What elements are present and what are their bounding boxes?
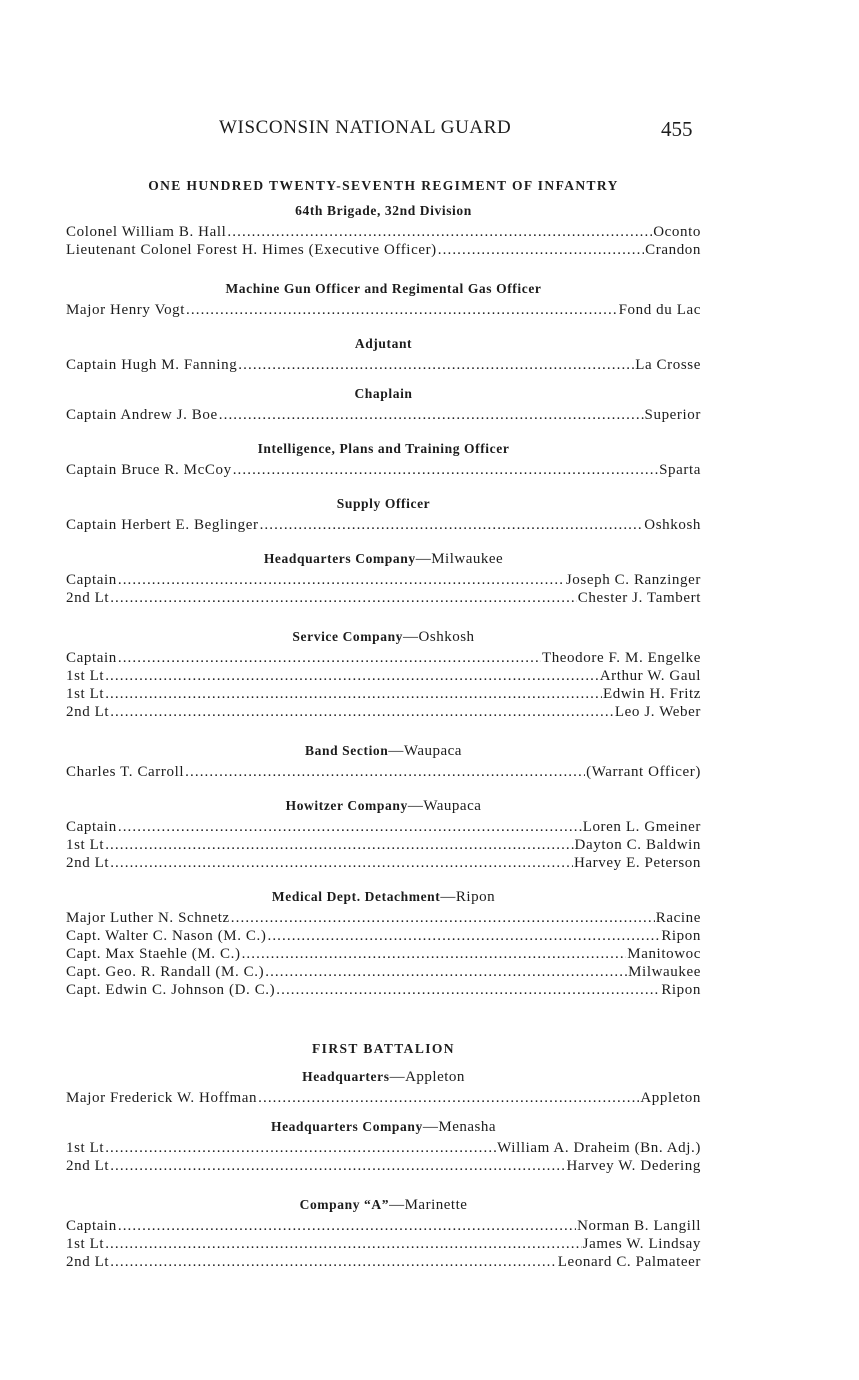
- entry-value: Dayton C. Baldwin: [574, 837, 701, 853]
- roster-content: [66, 178, 701, 1271]
- entry-name: 1st Lt: [66, 837, 105, 853]
- section-heading-title: Machine Gun Officer and Regimental Gas Officer: [225, 281, 542, 296]
- roster-section: [66, 798, 701, 872]
- entry-value: Ripon: [661, 982, 701, 998]
- section-heading-location: —Oshkosh: [403, 629, 475, 645]
- entry-value: Appleton: [640, 1090, 701, 1106]
- roster-entry: [66, 589, 701, 607]
- section-heading-title: Service Company: [292, 629, 404, 644]
- roster-entry: [66, 241, 701, 259]
- entry-name: Charles T. Carroll: [66, 764, 185, 780]
- running-title: WISCONSIN NATIONAL GUARD: [219, 117, 512, 138]
- entry-value: (Warrant Officer): [586, 764, 701, 780]
- entry-name: Lieutenant Colonel Forest H. Himes (Executive Officer): [66, 242, 437, 258]
- roster-entry: [66, 406, 701, 424]
- section-heading: [66, 203, 701, 219]
- dot-leader: [186, 301, 618, 319]
- section-heading: [66, 496, 701, 512]
- section-heading: [66, 629, 701, 645]
- dot-leader: [118, 818, 582, 836]
- section-heading: [66, 743, 701, 759]
- section-spacer: [66, 1107, 701, 1119]
- entry-name: Major Henry Vogt: [66, 302, 186, 318]
- entry-name: 1st Lt: [66, 686, 105, 702]
- entry-name: 1st Lt: [66, 1140, 105, 1156]
- roster-section: [66, 281, 701, 319]
- entry-value: Norman B. Langill: [577, 1218, 701, 1234]
- entry-name: 2nd Lt: [66, 1254, 110, 1270]
- section-heading-title: Adjutant: [354, 336, 413, 351]
- entry-value: La Crosse: [635, 357, 701, 373]
- section-heading: [66, 386, 701, 402]
- entry-name: 2nd Lt: [66, 704, 110, 720]
- section-heading: [66, 441, 701, 457]
- battalion-title: FIRST BATTALION: [312, 1041, 455, 1056]
- roster-section: [66, 1119, 701, 1175]
- roster-entry: [66, 927, 701, 945]
- dot-leader: [265, 963, 627, 981]
- entry-name: Captain: [66, 819, 117, 835]
- entry-value: Chester J. Tambert: [577, 590, 701, 606]
- entry-value: Leo J. Weber: [614, 704, 701, 720]
- roster-entry: [66, 1253, 701, 1271]
- entry-name: 1st Lt: [66, 668, 105, 684]
- page-number: 455: [661, 117, 693, 141]
- dot-leader: [238, 356, 634, 374]
- section-heading-title: Headquarters Company: [263, 551, 416, 566]
- section-heading-title: Headquarters Company: [270, 1119, 423, 1134]
- entry-name: Capt. Max Staehle (M. C.): [66, 946, 241, 962]
- section-heading-title: Medical Dept. Detachment: [271, 889, 441, 904]
- roster-entry: [66, 945, 701, 963]
- section-heading: [66, 889, 701, 905]
- roster-entry: [66, 223, 701, 241]
- roster-entry: [66, 301, 701, 319]
- roster-entry: [66, 571, 701, 589]
- section-heading-location: —Appleton: [389, 1069, 465, 1085]
- roster-entry: [66, 461, 701, 479]
- roster-section: [66, 1069, 701, 1107]
- roster-section: [66, 889, 701, 999]
- section-heading-title: Howitzer Company: [285, 798, 408, 813]
- roster-entry: [66, 981, 701, 999]
- roster-entry: [66, 763, 701, 781]
- section-heading-title: Supply Officer: [336, 496, 431, 511]
- dot-leader: [110, 854, 573, 872]
- entry-value: Harvey W. Dedering: [566, 1158, 701, 1174]
- entry-value: Harvey E. Peterson: [573, 855, 701, 871]
- entry-value: Leonard C. Palmateer: [557, 1254, 701, 1270]
- roster-entry: [66, 818, 701, 836]
- dot-leader: [258, 1089, 639, 1107]
- section-heading-title: 64th Brigade, 32nd Division: [295, 203, 472, 218]
- entry-value: Theodore F. M. Engelke: [541, 650, 701, 666]
- roster-entry: [66, 1217, 701, 1235]
- section-spacer: [66, 319, 701, 336]
- roster-entry: [66, 836, 701, 854]
- dot-leader: [110, 703, 614, 721]
- roster-section: [66, 743, 701, 781]
- roster-entry: [66, 516, 701, 534]
- entry-name: 2nd Lt: [66, 590, 110, 606]
- section-heading: [66, 1197, 701, 1213]
- roster-section: [66, 441, 701, 479]
- section-spacer: [66, 534, 701, 551]
- roster-entry: [66, 1235, 701, 1253]
- entry-name: Captain Herbert E. Beglinger: [66, 517, 259, 533]
- section-heading-location: —Milwaukee: [415, 551, 504, 567]
- dot-leader: [260, 516, 644, 534]
- entry-name: Captain: [66, 1218, 117, 1234]
- entry-name: Capt. Edwin C. Johnson (D. C.): [66, 982, 276, 998]
- roster-section: [66, 386, 701, 424]
- dot-leader: [118, 571, 565, 589]
- entry-value: William A. Draheim (Bn. Adj.): [497, 1140, 701, 1156]
- roster-entry: [66, 703, 701, 721]
- entry-name: Captain Bruce R. McCoy: [66, 462, 232, 478]
- dot-leader: [105, 685, 602, 703]
- dot-leader: [110, 589, 577, 607]
- dot-leader: [110, 1157, 565, 1175]
- roster-entry: [66, 909, 701, 927]
- entry-name: Capt. Geo. R. Randall (M. C.): [66, 964, 265, 980]
- roster-section: [66, 551, 701, 607]
- section-heading-location: —Waupaca: [407, 798, 482, 814]
- entry-name: 2nd Lt: [66, 1158, 110, 1174]
- entry-value: Oconto: [653, 224, 701, 240]
- entry-value: Oshkosh: [644, 517, 701, 533]
- section-heading: [66, 1069, 701, 1085]
- roster-section: [66, 1197, 701, 1271]
- section-heading-location: —Ripon: [440, 889, 496, 905]
- entry-value: Loren L. Gmeiner: [582, 819, 701, 835]
- entry-value: Crandon: [645, 242, 701, 258]
- entry-name: Major Luther N. Schnetz: [66, 910, 230, 926]
- section-heading: [66, 281, 701, 297]
- section-spacer: [66, 259, 701, 281]
- roster-entry: [66, 1157, 701, 1175]
- regiment-title: ONE HUNDRED TWENTY-SEVENTH REGIMENT OF INFANTRY: [148, 178, 619, 193]
- entry-name: Colonel William B. Hall: [66, 224, 227, 240]
- roster-entry: [66, 649, 701, 667]
- section-spacer: [66, 607, 701, 629]
- dot-leader: [118, 1217, 576, 1235]
- section-heading-title: Chaplain: [354, 386, 413, 401]
- section-heading-title: Band Section: [305, 743, 389, 758]
- section-spacer: [66, 781, 701, 798]
- dot-leader: [185, 763, 585, 781]
- dot-leader: [227, 223, 652, 241]
- battalion-sections: [66, 1069, 701, 1271]
- roster-section: [66, 496, 701, 534]
- entry-value: Milwaukee: [628, 964, 701, 980]
- section-heading: [66, 798, 701, 814]
- dot-leader: [231, 909, 655, 927]
- dot-leader: [219, 406, 644, 424]
- section-heading-location: —Marinette: [389, 1197, 468, 1213]
- roster-entry: [66, 854, 701, 872]
- entry-name: 1st Lt: [66, 1236, 105, 1252]
- dot-leader: [267, 927, 660, 945]
- dot-leader: [105, 1235, 581, 1253]
- roster-entry: [66, 963, 701, 981]
- entry-name: Capt. Walter C. Nason (M. C.): [66, 928, 267, 944]
- section-heading-title: Headquarters: [302, 1069, 390, 1084]
- section-spacer: [66, 1175, 701, 1197]
- roster-entry: [66, 1139, 701, 1157]
- section-heading-location: —Waupaca: [388, 743, 462, 759]
- section-heading-location: —Menasha: [422, 1119, 497, 1135]
- section-heading-title: Intelligence, Plans and Training Officer: [257, 441, 510, 456]
- entry-value: James W. Lindsay: [582, 1236, 701, 1252]
- entry-name: Captain Hugh M. Fanning: [66, 357, 238, 373]
- section-heading: [66, 551, 701, 567]
- roster-entry: [66, 1089, 701, 1107]
- entry-value: Edwin H. Fritz: [603, 686, 701, 702]
- roster-section: [66, 336, 701, 374]
- dot-leader: [105, 667, 599, 685]
- entry-value: Joseph C. Ranzinger: [565, 572, 701, 588]
- dot-leader: [276, 981, 660, 999]
- entry-name: Major Frederick W. Hoffman: [66, 1090, 258, 1106]
- section-heading: [66, 336, 701, 352]
- dot-leader: [233, 461, 658, 479]
- entry-name: Captain: [66, 572, 117, 588]
- section-spacer: [66, 479, 701, 496]
- entry-value: Ripon: [661, 928, 701, 944]
- section-heading-title: Company “A”: [299, 1197, 390, 1212]
- entry-name: Captain: [66, 650, 117, 666]
- roster-entry: [66, 685, 701, 703]
- regiment-sections: [66, 203, 701, 999]
- roster-entry: [66, 667, 701, 685]
- dot-leader: [242, 945, 627, 963]
- dot-leader: [438, 241, 644, 259]
- section-spacer: [66, 721, 701, 743]
- dot-leader: [105, 836, 573, 854]
- section-spacer: [66, 872, 701, 889]
- entry-value: Racine: [655, 910, 701, 926]
- roster-entry: [66, 356, 701, 374]
- section-spacer: [66, 374, 701, 386]
- dot-leader: [105, 1139, 496, 1157]
- roster-section: [66, 629, 701, 721]
- entry-value: Sparta: [659, 462, 701, 478]
- section-spacer: [66, 424, 701, 441]
- entry-name: 2nd Lt: [66, 855, 110, 871]
- dot-leader: [118, 649, 541, 667]
- dot-leader: [110, 1253, 557, 1271]
- entry-value: Manitowoc: [627, 946, 701, 962]
- entry-value: Arthur W. Gaul: [599, 668, 701, 684]
- entry-name: Captain Andrew J. Boe: [66, 407, 218, 423]
- section-heading: [66, 1119, 701, 1135]
- entry-value: Superior: [644, 407, 701, 423]
- running-head: [0, 117, 859, 143]
- roster-section: [66, 203, 701, 259]
- entry-value: Fond du Lac: [618, 302, 701, 318]
